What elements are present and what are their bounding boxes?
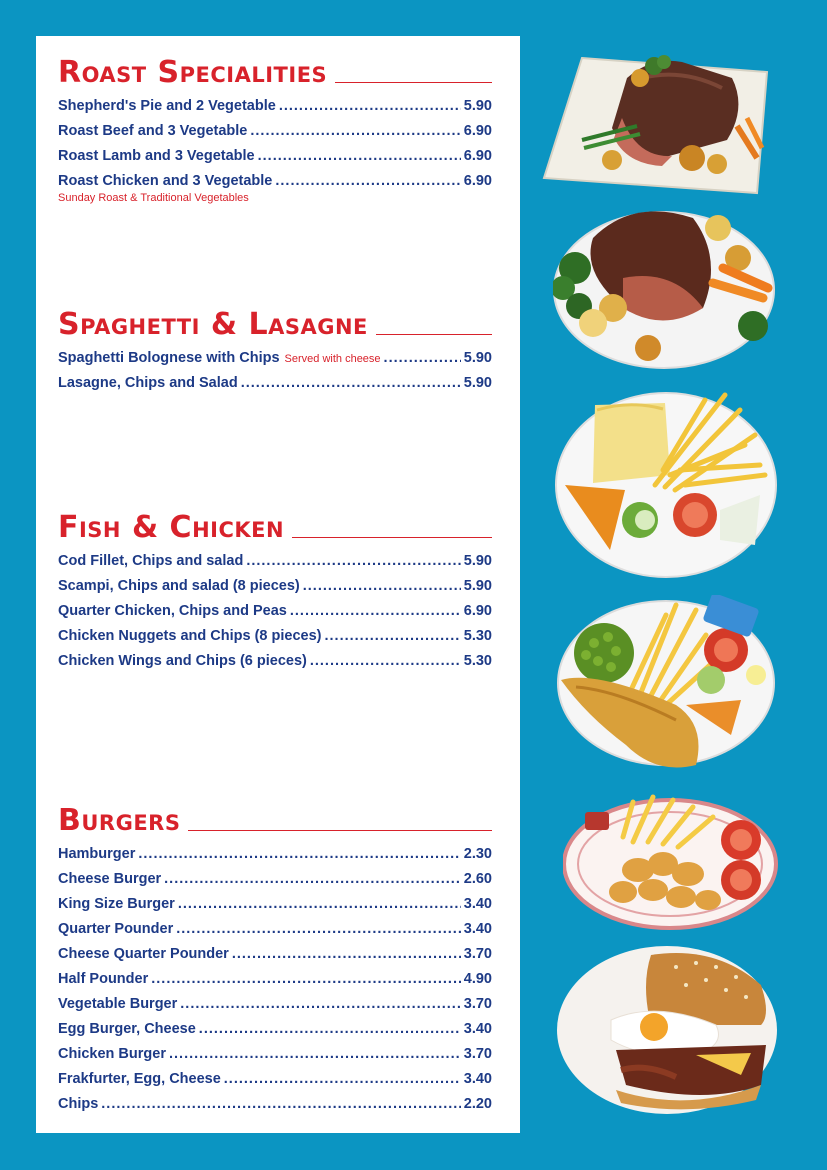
leader-dots [303, 578, 461, 594]
menu-item [58, 1096, 492, 1121]
item-price: 5.90 [463, 375, 492, 391]
chicken-nuggets-plate-icon [563, 792, 778, 932]
leader-dots [324, 628, 460, 644]
section-title: Burgers [58, 803, 181, 838]
item-price: 2.20 [463, 1096, 492, 1112]
item-price: 3.70 [463, 996, 492, 1012]
item-name: Cheese Quarter Pounder [58, 946, 229, 962]
item-name: King Size Burger [58, 896, 175, 912]
leader-dots [250, 123, 460, 139]
leader-dots [290, 603, 461, 619]
item-price: 3.40 [463, 1071, 492, 1087]
item-name: Hamburger [58, 846, 136, 862]
item-price: 5.90 [463, 553, 492, 569]
menu-item [58, 98, 492, 123]
section-fish-chicken [58, 503, 492, 678]
section-header [58, 503, 492, 543]
leader-dots [138, 846, 460, 862]
leader-dots [199, 1021, 461, 1037]
item-name: Chicken Burger [58, 1046, 166, 1062]
section-header [58, 796, 492, 836]
leader-dots [101, 1096, 460, 1112]
item-price: 5.90 [463, 578, 492, 594]
section-header [58, 300, 492, 340]
section-roast-specialities [58, 48, 492, 204]
item-name: Scampi, Chips and salad (8 pieces) [58, 578, 300, 594]
item-price: 2.30 [463, 846, 492, 862]
menu-item [58, 603, 492, 628]
leader-dots [232, 946, 461, 962]
menu-item [58, 996, 492, 1021]
leader-dots [279, 98, 461, 114]
leader-dots [151, 971, 461, 987]
roast-beef-plate-icon [542, 48, 772, 196]
item-name: Roast Lamb and 3 Vegetable [58, 148, 255, 164]
leader-dots [224, 1071, 461, 1087]
menu-item [58, 946, 492, 971]
section-burgers [58, 796, 492, 1121]
menu-item [58, 375, 492, 400]
menu-item [58, 871, 492, 896]
item-name: Roast Beef and 3 Vegetable [58, 123, 248, 139]
leader-dots [176, 921, 461, 937]
leader-dots [180, 996, 461, 1012]
item-name: Spaghetti Bolognese with Chips [58, 350, 280, 366]
section-rule [292, 537, 492, 538]
menu-item [58, 846, 492, 871]
leader-dots [241, 375, 461, 391]
item-price: 3.70 [463, 946, 492, 962]
leader-dots [246, 553, 460, 569]
item-name: Chicken Wings and Chips (6 pieces) [58, 653, 307, 669]
section-spaghetti-lasagne [58, 300, 492, 400]
section-title: Fish & Chicken [58, 510, 285, 545]
leader-dots [169, 1046, 461, 1062]
section-note: Sunday Roast & Traditional Vegetables [58, 192, 249, 204]
menu-item [58, 578, 492, 603]
leader-dots [178, 896, 461, 912]
menu-item [58, 1046, 492, 1071]
egg-burger-icon [556, 945, 778, 1115]
item-price: 4.90 [463, 971, 492, 987]
menu-item [58, 971, 492, 996]
roast-dinner-plate-icon [553, 198, 775, 370]
lasagne-plate-icon [555, 375, 777, 580]
item-price: 6.90 [463, 603, 492, 619]
item-price: 3.40 [463, 896, 492, 912]
menu-panel [36, 36, 520, 1133]
leader-dots [310, 653, 461, 669]
item-price: 5.30 [463, 628, 492, 644]
leader-dots [164, 871, 461, 887]
section-title: Spaghetti & Lasagne [58, 307, 368, 342]
menu-item [58, 148, 492, 173]
item-name: Frakfurter, Egg, Cheese [58, 1071, 221, 1087]
menu-item [58, 553, 492, 578]
item-price: 5.90 [463, 350, 492, 366]
menu-item [58, 921, 492, 946]
item-price: 3.40 [463, 921, 492, 937]
item-name: Egg Burger, Cheese [58, 1021, 196, 1037]
menu-item [58, 350, 492, 375]
item-name: Shepherd's Pie and 2 Vegetable [58, 98, 276, 114]
section-rule [335, 82, 492, 83]
item-name: Quarter Pounder [58, 921, 174, 937]
item-name: Quarter Chicken, Chips and Peas [58, 603, 287, 619]
item-price: 6.90 [463, 148, 492, 164]
item-price: 5.30 [463, 653, 492, 669]
item-name: Roast Chicken and 3 Vegetable [58, 173, 273, 189]
menu-item [58, 1021, 492, 1046]
item-name: Lasagne, Chips and Salad [58, 375, 238, 391]
fish-and-chips-plate-icon [556, 595, 776, 777]
menu-item [58, 653, 492, 678]
leader-dots [275, 173, 460, 189]
item-name: Chips [58, 1096, 99, 1112]
leader-dots [384, 350, 461, 366]
item-name: Half Pounder [58, 971, 149, 987]
item-name: Cheese Burger [58, 871, 162, 887]
item-price: 2.60 [463, 871, 492, 887]
item-price: 3.40 [463, 1021, 492, 1037]
item-price: 3.70 [463, 1046, 492, 1062]
item-name: Chicken Nuggets and Chips (8 pieces) [58, 628, 322, 644]
menu-item [58, 896, 492, 921]
item-price: 6.90 [463, 173, 492, 189]
menu-item [58, 1071, 492, 1096]
item-name: Cod Fillet, Chips and salad [58, 553, 244, 569]
item-price: 6.90 [463, 123, 492, 139]
item-price: 5.90 [463, 98, 492, 114]
section-header [58, 48, 492, 88]
item-note: Served with cheese [284, 353, 381, 365]
menu-item [58, 123, 492, 148]
section-title: Roast Specialities [58, 55, 328, 90]
section-rule [376, 334, 492, 335]
section-rule [188, 830, 492, 831]
menu-item [58, 628, 492, 653]
item-name: Vegetable Burger [58, 996, 178, 1012]
leader-dots [258, 148, 461, 164]
